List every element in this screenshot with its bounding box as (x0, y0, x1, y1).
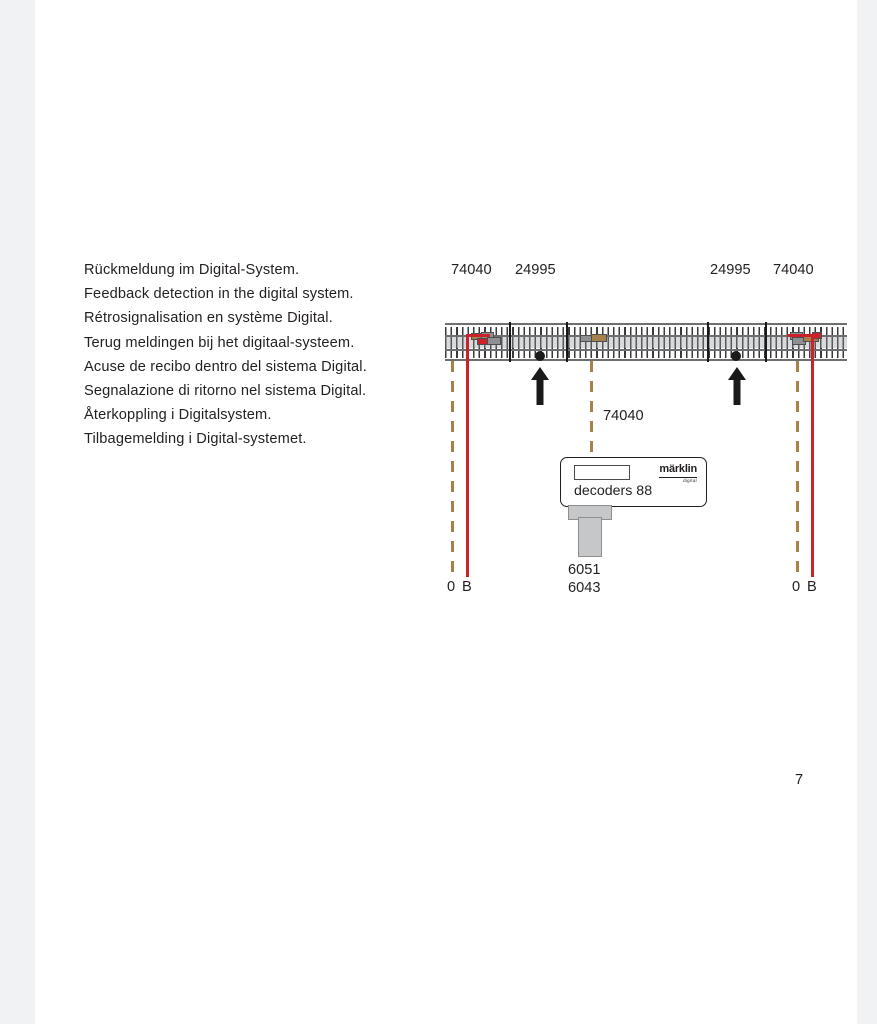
wiring-diagram (400, 262, 830, 612)
document-page (35, 0, 857, 1024)
decoder-label: decoders 88 (574, 483, 653, 499)
label-74040-center: 74040 (603, 408, 644, 424)
rail-outer-top (445, 323, 847, 325)
wire-brown-left (451, 361, 454, 577)
page-number: 7 (795, 772, 804, 788)
decoder-module[interactable] (560, 457, 707, 507)
instruction-paragraph-sv: Återkoppling i Digitalsystem. (84, 407, 272, 424)
insulation-point-right (731, 351, 741, 361)
wire-brown-right (796, 361, 799, 577)
wire-red-left-branch (466, 334, 490, 337)
terminal-label-right-power: B (807, 579, 817, 595)
terminal-label-right-ground: 0 (792, 579, 801, 595)
marklin-digital-text: digital (683, 478, 697, 484)
terminal-label-left-ground: 0 (447, 579, 456, 595)
instruction-paragraph-fr: Rétrosignalisation en système Digital. (84, 310, 333, 327)
track-connector-clip-center (580, 332, 610, 347)
rail-lower (445, 349, 847, 351)
rail-outer-bottom (445, 359, 847, 361)
decoder-display (574, 465, 630, 480)
instruction-paragraph-en: Feedback detection in the digital system. (84, 286, 354, 303)
marklin-brand-text: märklin (659, 463, 697, 475)
terminal-label-left-power: B (462, 579, 472, 595)
decoder-plug-stem (578, 517, 602, 557)
track-section-divider-4 (765, 322, 767, 362)
track-section-divider-1 (509, 322, 511, 362)
instruction-paragraph-de: Rückmeldung im Digital-System. (84, 262, 300, 278)
wire-red-right (811, 334, 814, 577)
instruction-paragraph-nl: Terug meldingen bij het digitaal-systeem. (84, 334, 355, 351)
label-24995-left: 24995 (515, 262, 556, 278)
instruction-paragraph-es: Acuse de recibo dentro del sistema Digital. (84, 358, 367, 375)
track-assembly (445, 323, 847, 361)
track-section-divider-3 (707, 322, 709, 362)
arrow-up-right (727, 367, 747, 405)
wire-brown-center (590, 361, 593, 459)
instruction-paragraph-it: Segnalazione di ritorno nel sistema Digital. (84, 382, 367, 399)
arrow-up-left (530, 367, 550, 405)
label-6051: 6051 (568, 562, 601, 578)
label-24995-right: 24995 (710, 262, 751, 278)
wire-red-left (466, 334, 469, 577)
wire-red-right-branch (787, 334, 814, 337)
label-74040-left: 74040 (451, 262, 492, 278)
label-74040-right: 74040 (773, 262, 814, 278)
instruction-paragraph-da: Tilbagemelding i Digital-systemet. (84, 431, 307, 448)
track-center-conductor (445, 337, 847, 349)
marklin-logo (659, 464, 697, 484)
instruction-text-column (84, 262, 374, 456)
track-section-divider-2 (566, 322, 568, 362)
label-6043: 6043 (568, 580, 601, 596)
insulation-point-left (535, 351, 545, 361)
